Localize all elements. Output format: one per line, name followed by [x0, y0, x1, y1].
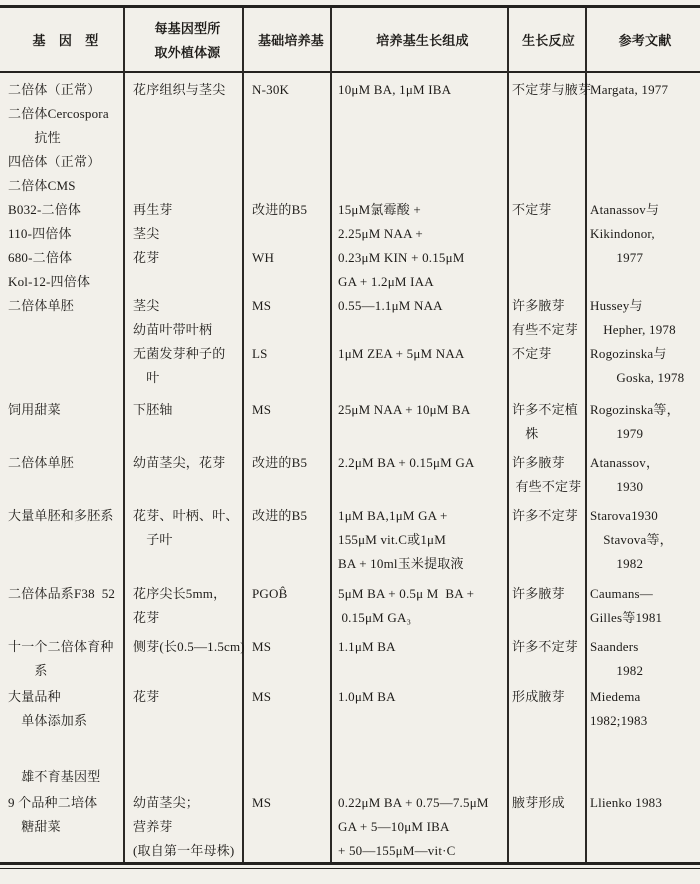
cell-composition [330, 635, 507, 683]
cell-line [252, 765, 330, 789]
cell-line [252, 270, 330, 294]
cell-line [590, 126, 700, 150]
cell-line: 系 [8, 663, 48, 678]
cell-line: 茎尖 [133, 298, 160, 313]
cell-line: Llienko 1983 [590, 795, 663, 810]
cell-explant [123, 685, 242, 733]
cell-line: 许多腋芽 [512, 586, 565, 601]
cell-line: 1977 [590, 250, 644, 265]
cell-genotype [0, 582, 123, 630]
cell-line [252, 709, 330, 733]
cell-explant [123, 765, 242, 789]
cell-explant [123, 791, 242, 863]
cell-line [512, 102, 585, 126]
cell-line: 株 [512, 426, 539, 441]
cell-genotype [0, 685, 123, 733]
table-bottom-rule-thin [0, 868, 700, 869]
cell-line: Gilles等1981 [590, 610, 663, 625]
cell-line [590, 150, 700, 174]
cell-line [8, 422, 123, 446]
cell-line [512, 552, 585, 576]
cell-line: 饲用甜菜 [8, 402, 61, 417]
header-label: 基 因 型 [32, 33, 99, 48]
cell-line: 花芽 [133, 689, 160, 704]
cell-line [338, 475, 507, 499]
cell-line [512, 606, 585, 630]
cell-line [338, 765, 507, 789]
cell-line: 茎尖 [133, 226, 160, 241]
cell-composition [330, 78, 507, 198]
cell-line [133, 270, 242, 294]
cell-medium [242, 294, 330, 390]
cell-line [338, 174, 507, 198]
cell-line: Caumans— [590, 586, 653, 601]
cell-line: 0.15μM GA₃ [338, 610, 412, 625]
cell-medium [242, 582, 330, 630]
cell-explant [123, 398, 242, 446]
cell-reference [585, 294, 700, 390]
cell-line [133, 126, 242, 150]
cell-line: 叶 [133, 370, 160, 385]
cell-response [507, 582, 585, 630]
cell-line [512, 709, 585, 733]
cell-line: 9 个品种二培体 [8, 795, 98, 810]
cell-line: 腋芽形成 [512, 795, 565, 810]
header-label: 生长反应 [522, 33, 575, 48]
cell-medium [242, 791, 330, 863]
cell-line [133, 174, 242, 198]
cell-genotype [0, 294, 123, 390]
cell-line [252, 126, 330, 150]
cell-line [590, 765, 700, 789]
cell-response [507, 198, 585, 294]
cell-line: 花芽 [133, 610, 160, 625]
cell-composition [330, 765, 507, 789]
cell-explant [123, 451, 242, 499]
table-row-group [0, 398, 700, 446]
table-row-group [0, 685, 700, 733]
cell-line: 1982;1983 [590, 713, 648, 728]
cell-line: 二倍体CMS [8, 178, 76, 193]
cell-line: 花芽、叶柄、叶、 [133, 508, 239, 523]
cell-line [512, 222, 585, 246]
cell-line: Rogozinska等， [590, 402, 680, 417]
cell-line [252, 150, 330, 174]
cell-line [252, 366, 330, 390]
cell-line: 110-四倍体 [8, 226, 72, 241]
column-header-reference [585, 10, 700, 72]
cell-line: 1979 [590, 426, 644, 441]
cell-line: MS [252, 402, 272, 417]
cell-line [8, 839, 123, 863]
cell-line: Margata, 1977 [590, 82, 669, 97]
cell-line [338, 102, 507, 126]
cell-line [8, 342, 123, 366]
cell-line: WH [252, 250, 275, 265]
cell-composition [330, 198, 507, 294]
cell-line: 1.0μM BA [338, 689, 396, 704]
cell-genotype [0, 635, 123, 683]
cell-line [512, 126, 585, 150]
cell-reference [585, 765, 700, 789]
cell-response [507, 451, 585, 499]
cell-line: Atanassov， [590, 455, 660, 470]
cell-line: 幼苗茎尖，花芽 [133, 455, 226, 470]
cell-line: 1μM BA,1μM GA + [338, 508, 448, 523]
cell-genotype [0, 791, 123, 863]
column-header-medium-composition [330, 10, 507, 72]
cell-line: 花序组织与茎尖 [133, 82, 226, 97]
cell-line [512, 246, 585, 270]
cell-line: 二倍体单胚 [8, 455, 75, 470]
cell-line: MS [252, 795, 272, 810]
cell-line: 155μM vit.C或1μM [338, 532, 446, 547]
cell-medium [242, 635, 330, 683]
cell-line: 不定芽与腋芽 [512, 82, 592, 97]
cell-genotype [0, 765, 123, 789]
cell-genotype [0, 78, 123, 198]
cell-line [252, 606, 330, 630]
cell-line [8, 475, 123, 499]
cell-composition [330, 294, 507, 390]
cell-line: 不定芽 [512, 346, 552, 361]
cell-explant [123, 198, 242, 294]
cell-composition [330, 504, 507, 576]
column-header-basal-medium [242, 10, 330, 72]
table-row-group [0, 451, 700, 499]
cell-line: 抗性 [8, 130, 61, 145]
cell-line: 花序尖长5mm， [133, 586, 227, 601]
table-row-group [0, 78, 700, 198]
header-label: 基础培养基 [257, 33, 324, 48]
cell-explant [123, 504, 242, 576]
cell-explant [123, 635, 245, 683]
cell-response [507, 765, 585, 789]
cell-response [507, 398, 585, 446]
cell-line: Saanders [590, 639, 639, 654]
cell-line [338, 150, 507, 174]
cell-line: 1.1μM BA [338, 639, 396, 654]
cell-line [512, 839, 585, 863]
cell-line: 无菌发芽种子的 [133, 346, 226, 361]
cell-line: 10μM BA, 1μM IBA [338, 82, 452, 97]
cell-reference [585, 451, 700, 499]
cell-line: 1982 [590, 663, 644, 678]
cell-composition [330, 582, 507, 630]
header-separator-rule [0, 71, 700, 73]
cell-medium [242, 78, 330, 198]
cell-line: 1μM ZEA + 5μM NAA [338, 346, 465, 361]
table-row-group [0, 198, 700, 294]
cell-line: B032-二倍体 [8, 202, 82, 217]
table-row-group [0, 504, 700, 576]
cell-line: Starova1930 [590, 508, 658, 523]
table-row-group [0, 294, 700, 390]
cell-line [8, 366, 123, 390]
table-bottom-rule-thick [0, 862, 700, 865]
cell-genotype [0, 451, 123, 499]
table-row-group [0, 765, 700, 789]
cell-genotype [0, 398, 123, 446]
cell-line [512, 150, 585, 174]
cell-line: 单体添加系 [8, 713, 88, 728]
cell-line [133, 765, 242, 789]
cell-line: LS [252, 346, 268, 361]
cell-line: 有些不定芽 [512, 479, 582, 494]
cell-line [133, 422, 242, 446]
cell-response [507, 685, 585, 733]
cell-line: 许多腋芽 [512, 455, 565, 470]
cell-line: GA + 1.2μM IAA [338, 274, 434, 289]
cell-line [252, 552, 330, 576]
cell-medium [242, 765, 330, 789]
cell-line: 2.2μM BA + 0.15μM GA [338, 455, 475, 470]
cell-line: 二倍体（正常） [8, 82, 101, 97]
cell-line [512, 366, 585, 390]
cell-line [133, 150, 242, 174]
cell-medium [242, 504, 330, 576]
cell-line [590, 839, 700, 863]
cell-line: 5μM BA + 0.5μ M BA + [338, 586, 475, 601]
cell-composition [330, 791, 507, 863]
cell-line: 15μM氯霉酸 + [338, 202, 421, 217]
cell-line [338, 659, 507, 683]
cell-line: Rogozinska与 [590, 346, 667, 361]
table-top-rule [0, 5, 700, 8]
table-row-group [0, 635, 700, 683]
header-label: 培养基生长组成 [376, 33, 469, 48]
cell-genotype [0, 198, 123, 294]
cell-explant [123, 294, 242, 390]
cell-line [252, 174, 330, 198]
cell-medium [242, 398, 330, 446]
cell-line: Goska, 1978 [590, 370, 685, 385]
cell-line: BA + 10ml玉米提取液 [338, 556, 464, 571]
cell-line: 十一个二倍体育种 [8, 639, 114, 654]
cell-line: 花芽 [133, 250, 160, 265]
table-body [0, 78, 700, 863]
cell-line: 幼苗叶带叶柄 [133, 322, 213, 337]
cell-line [8, 528, 123, 552]
cell-line: 0.23μM KIN + 0.15μM [338, 250, 465, 265]
cell-line [252, 528, 330, 552]
cell-line: 侧芽(长0.5—1.5cm) [133, 639, 245, 654]
cell-line: 0.55—1.1μM NAA [338, 298, 443, 313]
cell-medium [242, 685, 330, 733]
cell-line: 四倍体（正常） [8, 154, 101, 169]
cell-line: Stavova等， [590, 532, 673, 547]
cell-line: Miedema [590, 689, 641, 704]
cell-line [252, 318, 330, 342]
cell-line [512, 659, 585, 683]
cell-line [338, 126, 507, 150]
table-row-group [0, 582, 700, 630]
cell-line: (取自第一年母株) [133, 843, 235, 858]
cell-line [338, 366, 507, 390]
cell-line [252, 815, 330, 839]
column-header-genotype [0, 10, 123, 72]
cell-line: + 50—155μM—vit·C [338, 843, 456, 858]
cell-line: 2.25μM NAA + [338, 226, 423, 241]
cell-line [252, 839, 330, 863]
cell-line: 许多不定芽 [512, 639, 579, 654]
cell-line: 25μM NAA + 10μM BA [338, 402, 471, 417]
cell-line: Kikindonor, [590, 226, 655, 241]
cell-line: 0.22μM BA + 0.75—7.5μM [338, 795, 489, 810]
cell-response [507, 635, 585, 683]
cell-line: 营养芽 [133, 819, 173, 834]
header-label: 取外植体源 [154, 45, 221, 60]
cell-reference [585, 635, 700, 683]
cell-line [252, 475, 330, 499]
cell-line: 二倍体单胚 [8, 298, 75, 313]
cell-line: Atanassov与 [590, 202, 660, 217]
cell-medium [242, 198, 330, 294]
cell-line: 雄不育基因型 [8, 769, 101, 784]
cell-response [507, 294, 585, 390]
cell-reference [585, 398, 700, 446]
cell-line: 许多腋芽 [512, 298, 565, 313]
cell-reference [585, 78, 700, 198]
cell-line: Hepher, 1978 [590, 322, 676, 337]
cell-line [590, 102, 700, 126]
cell-line [512, 270, 585, 294]
cell-reference [585, 582, 700, 630]
cell-line [133, 102, 242, 126]
cell-line: 改进的B5 [252, 455, 308, 470]
cell-line: 糖甜菜 [8, 819, 61, 834]
cell-response [507, 504, 585, 576]
cell-genotype [0, 504, 123, 576]
cell-line: MS [252, 689, 272, 704]
cell-reference [585, 504, 700, 576]
cell-line: 二倍体品系F38 52 [8, 586, 116, 601]
cell-line [338, 422, 507, 446]
cell-line: 子叶 [133, 532, 173, 547]
header-label: 每基因型所 [154, 21, 221, 36]
cell-line: 不定芽 [512, 202, 552, 217]
cell-line [252, 659, 330, 683]
cell-line: 680-二倍体 [8, 250, 73, 265]
cell-line [133, 659, 242, 683]
cell-line [252, 422, 330, 446]
cell-medium [242, 451, 330, 499]
cell-line: 有些不定芽 [512, 322, 579, 337]
cell-line: 许多不定芽 [512, 508, 579, 523]
header-label: 参考文献 [618, 33, 672, 48]
cell-line: 1930 [590, 479, 644, 494]
cell-line [133, 709, 242, 733]
cell-line [8, 606, 123, 630]
cell-line [338, 709, 507, 733]
cell-line: PGOB̂ [252, 586, 288, 601]
cell-line [590, 815, 700, 839]
cell-line [133, 552, 242, 576]
cell-explant [123, 582, 242, 630]
cell-line [512, 765, 585, 789]
cell-composition [330, 685, 507, 733]
cell-line: 改进的B5 [252, 202, 308, 217]
cell-reference [585, 685, 700, 733]
cell-line: 幼苗茎尖； [133, 795, 200, 810]
cell-line [8, 552, 123, 576]
cell-line: MS [252, 298, 272, 313]
cell-line: 下胚轴 [133, 402, 173, 417]
cell-reference [585, 198, 700, 294]
cell-line: 大量品种 [8, 689, 61, 704]
cell-line: 形成腋芽 [512, 689, 565, 704]
cell-response [507, 791, 585, 863]
cell-line [133, 475, 242, 499]
cell-composition [330, 398, 507, 446]
cell-line: Hussey与 [590, 298, 643, 313]
cell-line: MS [252, 639, 272, 654]
cell-line: 大量单胚和多胚系 [8, 508, 114, 523]
column-header-growth-response [507, 10, 585, 72]
table-header-row [0, 10, 700, 72]
cell-line [8, 318, 123, 342]
cell-line [512, 815, 585, 839]
cell-reference [585, 791, 700, 863]
cell-line: 1982 [590, 556, 644, 571]
cell-response [507, 78, 592, 198]
cell-line [338, 318, 507, 342]
cell-line: GA + 5—10μM IBA [338, 819, 450, 834]
cell-line [512, 174, 585, 198]
cell-line [512, 528, 585, 552]
cell-line: Kol-12-四倍体 [8, 274, 91, 289]
cell-line: 再生芽 [133, 202, 173, 217]
cell-line: 二倍体Cercospora [8, 106, 109, 121]
cell-line: 改进的B5 [252, 508, 308, 523]
cell-line [252, 102, 330, 126]
cell-line [590, 174, 700, 198]
table-row-group [0, 791, 700, 863]
cell-line [252, 222, 330, 246]
cell-line: 许多不定植 [512, 402, 579, 417]
cell-explant [123, 78, 242, 198]
column-header-explant-source [123, 10, 242, 72]
cell-line: N-30K [252, 82, 290, 97]
cell-line [590, 270, 700, 294]
cell-composition [330, 451, 507, 499]
